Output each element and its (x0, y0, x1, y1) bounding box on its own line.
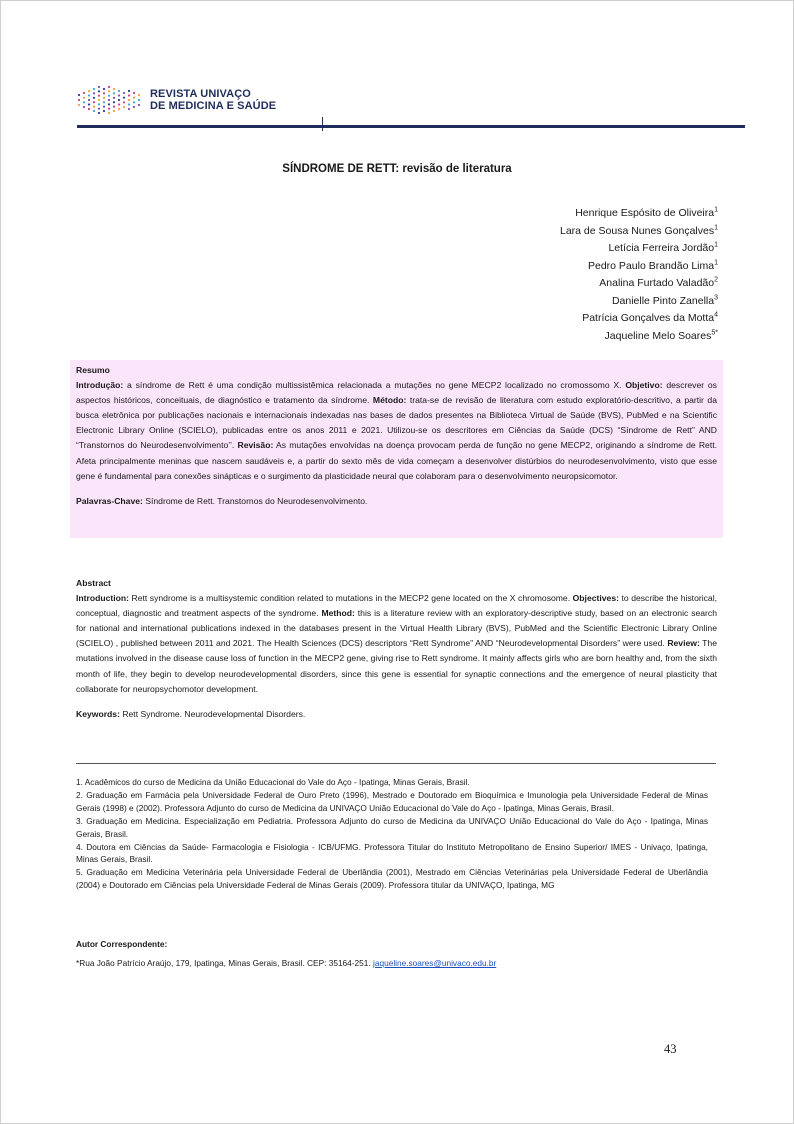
resumo-intro-label: Introdução: (76, 380, 124, 391)
corresponding-author-email-link[interactable]: jaqueline.soares@univaco.edu.br (373, 958, 497, 968)
author-affiliation-sup: 1 (714, 241, 718, 249)
abstract-body (76, 591, 717, 697)
corresponding-author-address: *Rua João Patrício Araújo, 179, Ipatinga, Minas Gerais, Brasil. CEP: 35164-251. (76, 958, 374, 968)
author-affiliation-sup: 1 (714, 224, 718, 231)
author-name (560, 310, 718, 328)
abstract-heading: Abstract (76, 578, 111, 588)
journal-name (150, 88, 276, 112)
abstract-rev-label: Review: (664, 638, 700, 649)
journal-logo-icon (77, 86, 145, 114)
abstract-met-text: this is a literature review with an exploratory-descriptive study, based on an electronic search for national and international publications indexed in the databases present in the Virtual Health Library (BVS), PubMed and the Scientific Electronic Library Online (SCIELO) , published between 2011 and 2021. The Health Sciences (DCS) descriptors “Rett Syndrome” AND “Neurodevelopmental Disorders” were used. (76, 608, 717, 649)
footnotes (76, 776, 708, 892)
resumo-rev-text: As mutações envolvidas na doença provocam perda de função no gene MECP2, originando a síndrome de Rett. Afeta principalmente meninas que nascem saudáveis e, a partir do sexto mês de vida começam a desenvolver distúrbios do neurodesenvolvimento, visto que esse gene é fundamental para conexões sinápticas e o surgimento da plasticidade neural que colaboram para o desenvolvimento neuropsicomotor. (76, 440, 717, 481)
author-affiliation-sup: 1 (714, 206, 718, 214)
author-name (560, 205, 718, 223)
author-affiliation-sup: 3 (714, 294, 718, 301)
resumo-intro-text: a síndrome de Rett é uma condição multissistêmica relacionada a mutações no gene MECP2 localizado no cromossomo X. (123, 380, 622, 391)
author-name-text: Pedro Paulo Brandão Lima (588, 259, 715, 272)
article-title: SÍNDROME DE RETT: revisão de literatura (282, 163, 512, 175)
abstract-obj-label: Objectives: (570, 593, 619, 604)
author-name (560, 293, 718, 311)
resumo-keywords (76, 494, 717, 509)
author-affiliation-sup: 5* (711, 329, 718, 336)
abstract-intro-label: Introduction: (76, 593, 129, 604)
abstract-met-label: Method: (318, 608, 355, 619)
footnote-2: 2. Graduação em Farmácia pela Universidade Federal de Ouro Preto (1996), Mestrado e Doutorado em Bioquímica e Imunologia pela Universidade Federal de Minas Gerais (1998) e (2002). Professora Adjunto do curso de Medicina da UNIVAÇO União Educacional do Vale do Aço - Ipatinga, Minas Gerais, Brasil. (76, 789, 708, 813)
resumo-heading: Resumo (76, 365, 110, 375)
resumo-keywords-text: Síndrome de Rett. Transtornos do Neurodesenvolvimento. (142, 495, 368, 506)
author-list (560, 205, 718, 345)
corresponding-author-label: Autor Correspondente: (76, 939, 168, 949)
footnote-rule (76, 763, 716, 764)
resumo-met-label: Método: (369, 395, 407, 406)
footnote-3: 3. Graduação em Medicina. Especialização em Pediatria. Professora Adjunto do curso de Medicina da UNIVAÇO União Educacional do Vale do Aço - Ipatinga, Minas Gerais, Brasil. (76, 815, 708, 839)
journal-name-line2: DE MEDICINA E SAÚDE (150, 100, 277, 112)
abstract-rev-text: The mutations involved in the disease cause loss of function in the MECP2 gene, giving rise to Rett syndrome. It mainly affects girls who are born healthy and, from the sixth month of life, they begin to develop neurodevelopmental disorders, since this gene is essential for synaptic connections and the emergence of neural plasticity that collaborate for neuropsychomotor development. (76, 638, 717, 694)
abstract-section (76, 576, 717, 722)
author-name-text: Jaqueline Melo Soares (604, 329, 712, 342)
resumo-body (76, 378, 717, 484)
resumo-obj-text: descrever os aspectos históricos, conceituais, de diagnóstico e tratamento da síndrome. (76, 380, 717, 406)
author-name-text: Danielle Pinto Zanella (611, 294, 715, 307)
abstract-obj-text: to describe the historical, conceptual, diagnostic and treatment aspects of the syndrome. (76, 593, 717, 619)
header-rule (77, 125, 745, 128)
abstract-keywords (76, 707, 717, 722)
author-name-text: Analina Furtado Valadão (599, 277, 715, 289)
author-name-text: Patrícia Gonçalves da Motta (582, 312, 715, 324)
author-name-text: Letícia Ferreira Jordão (608, 242, 715, 254)
resumo-obj-label: Objetivo: (621, 380, 663, 391)
author-affiliation-sup: 1 (714, 259, 718, 266)
corresponding-author (76, 935, 708, 973)
abstract-intro-text: Rett syndrome is a multisystemic condition related to mutations in the MECP2 gene located on the X chromosome. (128, 593, 571, 604)
author-name-text: Lara de Sousa Nunes Gonçalves (559, 224, 715, 237)
abstract-keywords-label: Keywords: (76, 708, 120, 719)
author-name-text: Henrique Espósito de Oliveira (575, 207, 715, 219)
resumo-section (70, 360, 723, 538)
author-name (560, 240, 718, 258)
author-name (560, 275, 718, 293)
author-affiliation-sup: 2 (714, 276, 718, 284)
author-name (560, 223, 718, 241)
header-tick (322, 117, 323, 131)
resumo-keywords-label: Palavras-Chave: (76, 495, 143, 506)
author-affiliation-sup: 4 (714, 311, 718, 319)
footnote-5: 5. Graduação em Medicina Veterinária pela Universidade Federal de Uberlândia (2001), Mestrado em Ciências Veterinárias pela Universidade Federal de Uberlândia (2004) e Doutorado em Ciências pela Universidade Federal de Minas Gerais (2009). Professora titular da UNIVAÇO, Ipatinga, MG (76, 867, 708, 891)
journal-name-line1: REVISTA UNIVAÇO (150, 88, 251, 100)
resumo-met-text: trata-se de revisão de literatura com estudo exploratório-descritivo, a partir da busca eletrônica por publicações nacionais e internacionais indexadas nas bases de dados presentes na Biblioteca Virtual de Saúde (BVS), PubMed e na Scientific Electronic Library Online (SCIELO), publicadas entre os anos 2011 e 2021. Utilizou-se os descritores em Ciências da Saúde (DCS) “Síndrome de Rett” AND “Transtornos do Neurodesenvolvimento’’. (76, 395, 717, 451)
abstract-keywords-text: Rett Syndrome. Neurodevelopmental Disorders. (119, 708, 306, 719)
author-name (560, 258, 718, 276)
footnote-1: 1. Acadêmicos do curso de Medicina da União Educacional do Vale do Aço - Ipatinga, Minas Gerais, Brasil. (76, 777, 470, 787)
page-number: 43 (664, 1042, 677, 1056)
resumo-rev-label: Revisão: (234, 440, 274, 451)
journal-header (77, 84, 276, 116)
author-name (560, 328, 718, 346)
footnote-4: 4. Doutora em Ciências da Saúde- Farmacologia e Fisiologia - ICB/UFMG. Professora Titular do Instituto Metropolitano de Ensino Superior/ IMES - Univaço, Ipatinga, Minas Gerais, Brasil. (76, 841, 708, 865)
